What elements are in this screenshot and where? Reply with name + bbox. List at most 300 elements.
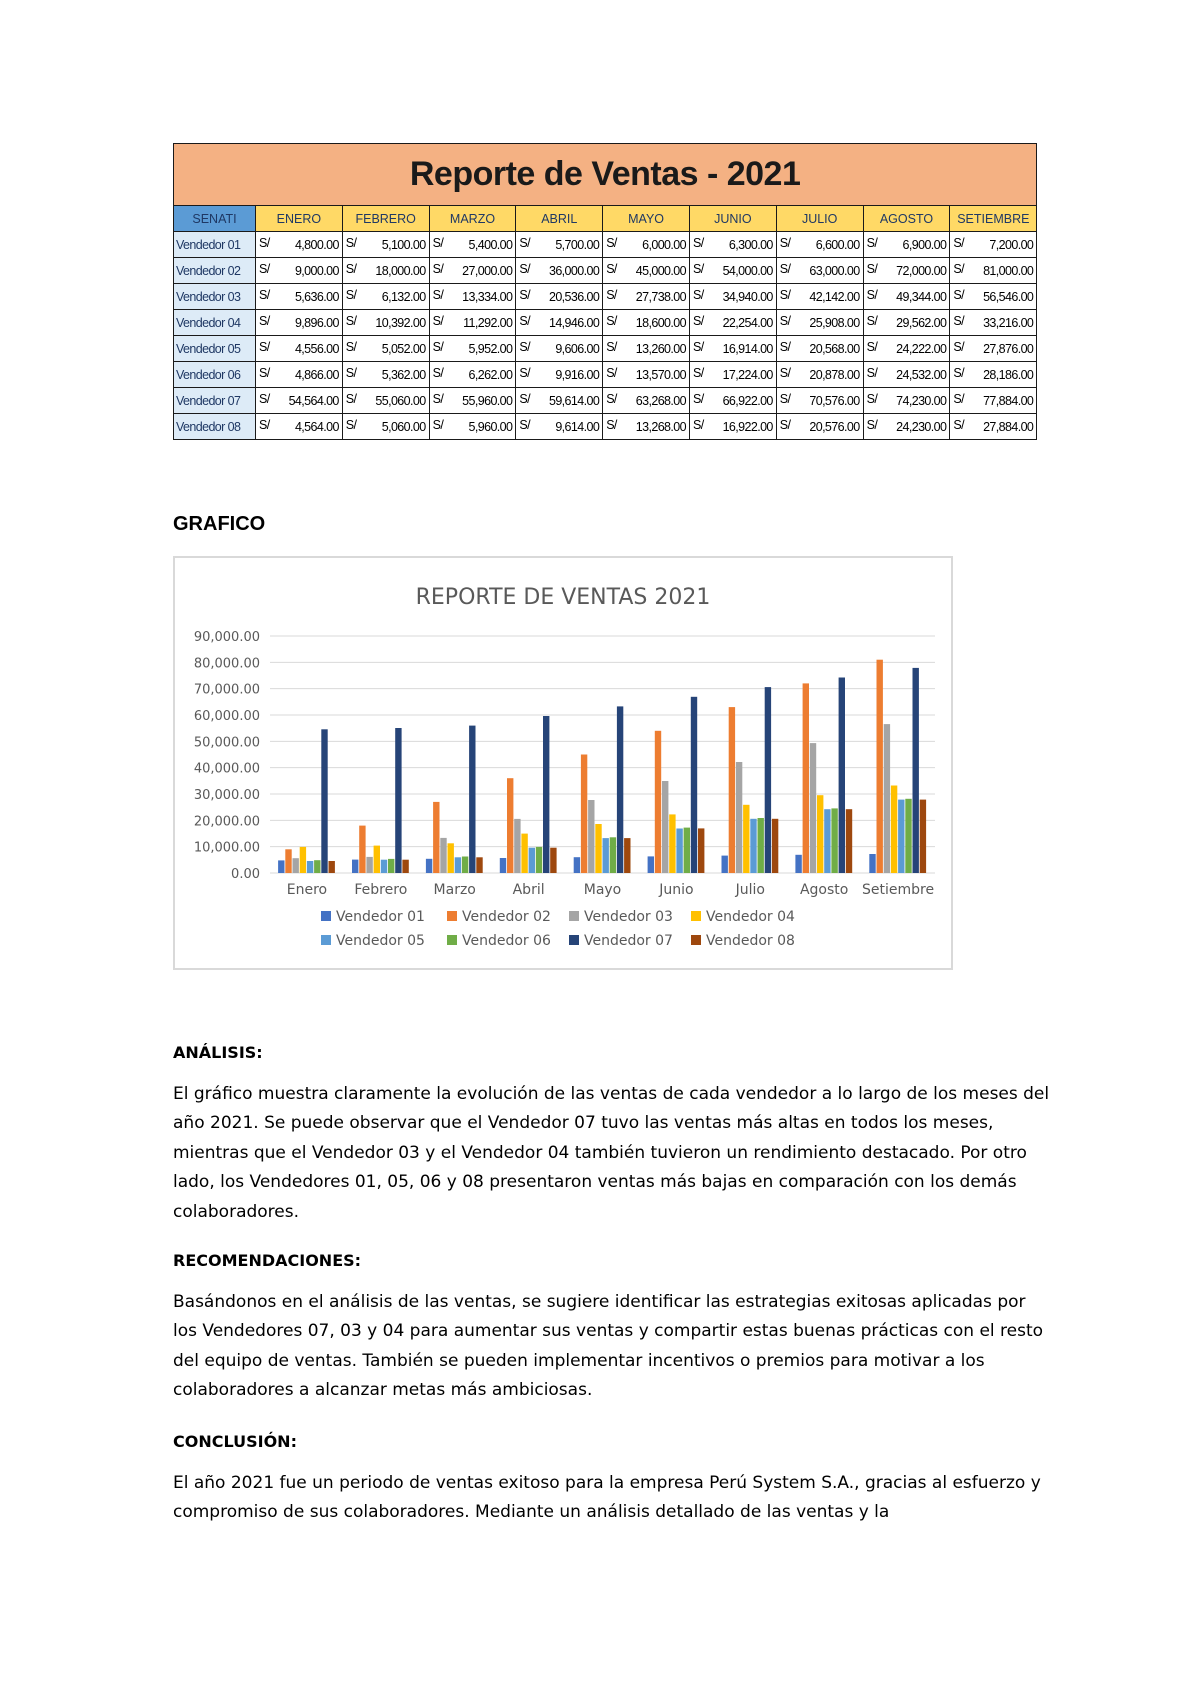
- currency-symbol: S/: [432, 314, 444, 328]
- legend-label: Vendedor 02: [462, 909, 551, 925]
- legend-label: Vendedor 03: [584, 909, 673, 925]
- amount-cell: [516, 310, 603, 336]
- amount-cell: [342, 310, 429, 336]
- x-tick-label: Setiembre: [862, 882, 935, 898]
- amount-value: 24,532.00: [896, 367, 947, 382]
- month-header-8: AGOSTO: [863, 206, 950, 232]
- bar-vendedor-05: [750, 819, 756, 873]
- bar-vendedor-08: [329, 861, 335, 873]
- amount-value: 27,738.00: [635, 289, 686, 304]
- amount-value: 20,576.00: [809, 419, 860, 434]
- amount-value: 77,884.00: [983, 393, 1034, 408]
- table-row: [174, 284, 1037, 310]
- amount-value: 7,200.00: [989, 237, 1034, 252]
- amount-cell: [603, 362, 690, 388]
- currency-symbol: S/: [345, 392, 357, 406]
- amount-cell: [603, 232, 690, 258]
- amount-cell: [689, 336, 776, 362]
- amount-cell: [950, 310, 1037, 336]
- amount-cell: [863, 362, 950, 388]
- amount-cell: [776, 284, 863, 310]
- month-header-9: SETIEMBRE: [950, 206, 1037, 232]
- x-tick-label: Mayo: [583, 882, 622, 898]
- amount-cell: [689, 258, 776, 284]
- currency-symbol: S/: [779, 340, 791, 354]
- currency-symbol: S/: [519, 392, 531, 406]
- amount-cell: [603, 414, 690, 440]
- amount-cell: [516, 258, 603, 284]
- amount-cell: [863, 336, 950, 362]
- amount-value: 20,568.00: [809, 341, 860, 356]
- currency-symbol: S/: [432, 262, 444, 276]
- currency-symbol: S/: [259, 392, 270, 406]
- amount-value: 66,922.00: [722, 393, 773, 408]
- bar-vendedor-08: [772, 819, 778, 873]
- amount-cell: [256, 258, 343, 284]
- amount-value: 6,900.00: [902, 237, 947, 252]
- table-header-row: [174, 206, 1037, 232]
- amount-cell: [950, 414, 1037, 440]
- amount-value: 4,866.00: [294, 367, 339, 382]
- currency-symbol: S/: [779, 314, 791, 328]
- bar-vendedor-08: [624, 838, 630, 873]
- y-tick-label: 50,000.00: [193, 735, 260, 751]
- currency-symbol: S/: [692, 366, 704, 380]
- amount-value: 9,916.00: [555, 367, 600, 382]
- currency-symbol: S/: [606, 236, 617, 250]
- bar-vendedor-06: [462, 857, 468, 874]
- currency-symbol: S/: [779, 418, 791, 432]
- amount-value: 54,000.00: [722, 263, 773, 278]
- amount-value: 49,344.00: [896, 289, 947, 304]
- currency-symbol: S/: [432, 340, 444, 354]
- currency-symbol: S/: [259, 236, 270, 250]
- currency-symbol: S/: [606, 288, 617, 302]
- currency-symbol: S/: [692, 262, 704, 276]
- currency-symbol: S/: [953, 288, 964, 302]
- bar-vendedor-07: [543, 716, 549, 873]
- currency-symbol: S/: [953, 314, 964, 328]
- amount-value: 24,230.00: [896, 419, 947, 434]
- bar-vendedor-03: [366, 857, 372, 873]
- currency-symbol: S/: [866, 366, 878, 380]
- currency-symbol: S/: [259, 366, 270, 380]
- table-row: [174, 362, 1037, 388]
- amount-cell: [863, 258, 950, 284]
- table-row: [174, 232, 1037, 258]
- amount-cell: [950, 362, 1037, 388]
- amount-value: 70,576.00: [809, 393, 860, 408]
- amount-value: 5,100.00: [381, 237, 426, 252]
- amount-cell: [776, 258, 863, 284]
- currency-symbol: S/: [779, 288, 791, 302]
- bar-vendedor-01: [795, 855, 801, 873]
- table-row: [174, 388, 1037, 414]
- amount-cell: [603, 388, 690, 414]
- bar-vendedor-05: [898, 800, 904, 873]
- bar-vendedor-08: [476, 857, 482, 873]
- bar-vendedor-05: [824, 809, 830, 873]
- bar-vendedor-01: [869, 854, 875, 873]
- currency-symbol: S/: [345, 366, 357, 380]
- currency-symbol: S/: [866, 236, 878, 250]
- analysis-section: [173, 1038, 1053, 1227]
- legend-swatch: [321, 911, 331, 921]
- amount-value: 42,142.00: [809, 289, 860, 304]
- bar-vendedor-06: [831, 808, 837, 873]
- bar-vendedor-06: [684, 828, 690, 873]
- amount-value: 10,392.00: [375, 315, 426, 330]
- bar-vendedor-08: [846, 809, 852, 873]
- bar-vendedor-08: [920, 800, 926, 873]
- vendor-name-cell: Vendedor 07: [174, 388, 256, 414]
- currency-symbol: S/: [692, 392, 704, 406]
- amount-value: 4,564.00: [294, 419, 339, 434]
- analysis-label: ANÁLISIS:: [173, 1043, 263, 1062]
- amount-value: 59,614.00: [548, 393, 600, 408]
- table-corner-label: SENATI: [174, 206, 256, 232]
- amount-value: 14,946.00: [548, 315, 600, 330]
- amount-value: 56,546.00: [983, 289, 1034, 304]
- x-tick-label: Junio: [659, 882, 694, 898]
- amount-cell: [603, 310, 690, 336]
- currency-symbol: S/: [866, 418, 878, 432]
- vendor-name-cell: Vendedor 01: [174, 232, 256, 258]
- currency-symbol: S/: [606, 418, 617, 432]
- amount-cell: [950, 336, 1037, 362]
- y-tick-label: 90,000.00: [193, 630, 260, 645]
- amount-value: 11,292.00: [463, 315, 513, 330]
- amount-value: 33,216.00: [983, 315, 1034, 330]
- bar-vendedor-07: [395, 728, 401, 873]
- legend-swatch: [569, 935, 579, 945]
- y-tick-label: 70,000.00: [193, 682, 260, 698]
- x-tick-label: Febrero: [354, 882, 408, 898]
- amount-cell: [516, 336, 603, 362]
- currency-symbol: S/: [606, 392, 617, 406]
- table-title: Reporte de Ventas - 2021: [174, 144, 1037, 206]
- bar-vendedor-05: [676, 829, 682, 874]
- currency-symbol: S/: [953, 418, 964, 432]
- amount-value: 29,562.00: [896, 315, 947, 330]
- bar-vendedor-07: [321, 729, 327, 873]
- bar-vendedor-06: [536, 847, 542, 873]
- currency-symbol: S/: [866, 392, 878, 406]
- currency-symbol: S/: [432, 392, 444, 406]
- legend-label: Vendedor 07: [584, 933, 673, 949]
- amount-cell: [342, 414, 429, 440]
- currency-symbol: S/: [606, 366, 617, 380]
- bar-vendedor-03: [440, 838, 446, 873]
- legend-label: Vendedor 06: [462, 933, 551, 949]
- bar-vendedor-08: [550, 848, 556, 873]
- amount-value: 20,536.00: [548, 289, 600, 304]
- currency-symbol: S/: [953, 236, 964, 250]
- month-header-4: ABRIL: [516, 206, 603, 232]
- currency-symbol: S/: [866, 314, 878, 328]
- currency-symbol: S/: [345, 340, 357, 354]
- month-header-6: JUNIO: [689, 206, 776, 232]
- recommendations-text: Basándonos en el análisis de las ventas, se sugiere identificar las estrategias exitosas aplicadas por los Vendedores 07, 03 y 04 para aumentar sus ventas y compartir estas buenas prácticas con el resto del equipo de ventas. También se pueden implementar incentivos o premios para motivar a los colaboradores a alcanzar metas más ambiciosas.: [173, 1291, 1044, 1400]
- currency-symbol: S/: [519, 366, 531, 380]
- bar-vendedor-07: [839, 678, 845, 874]
- amount-cell: [342, 388, 429, 414]
- bar-vendedor-01: [278, 860, 284, 873]
- currency-symbol: S/: [432, 418, 444, 432]
- amount-cell: [950, 388, 1037, 414]
- bar-vendedor-01: [574, 857, 580, 873]
- amount-cell: [776, 232, 863, 258]
- amount-value: 25,908.00: [809, 315, 860, 330]
- chart-container: [173, 556, 953, 970]
- currency-symbol: S/: [606, 314, 617, 328]
- bar-vendedor-03: [662, 781, 668, 873]
- amount-cell: [950, 232, 1037, 258]
- bar-vendedor-02: [877, 660, 883, 873]
- bar-vendedor-06: [905, 799, 911, 873]
- amount-cell: [256, 232, 343, 258]
- bar-vendedor-04: [521, 834, 527, 873]
- legend-label: Vendedor 08: [706, 933, 795, 949]
- currency-symbol: S/: [953, 366, 964, 380]
- bar-vendedor-06: [388, 859, 394, 873]
- legend-swatch: [569, 911, 579, 921]
- bar-vendedor-02: [655, 731, 661, 873]
- bar-vendedor-02: [359, 826, 365, 873]
- amount-value: 16,914.00: [722, 341, 773, 356]
- vendor-name-cell: Vendedor 03: [174, 284, 256, 310]
- grafico-heading: GRAFICO: [173, 513, 266, 535]
- amount-value: 13,570.00: [635, 367, 686, 382]
- bar-vendedor-03: [514, 819, 520, 873]
- vendor-name-cell: Vendedor 04: [174, 310, 256, 336]
- currency-symbol: S/: [345, 236, 357, 250]
- bar-vendedor-06: [758, 818, 764, 873]
- bar-vendedor-02: [507, 778, 513, 873]
- amount-value: 5,362.00: [381, 367, 426, 382]
- amount-cell: [776, 414, 863, 440]
- x-tick-label: Abril: [512, 882, 545, 898]
- amount-cell: [689, 310, 776, 336]
- amount-cell: [342, 284, 429, 310]
- currency-symbol: S/: [779, 236, 791, 250]
- amount-cell: [256, 310, 343, 336]
- amount-cell: [342, 232, 429, 258]
- amount-value: 6,600.00: [815, 237, 860, 252]
- sales-chart: [175, 558, 951, 968]
- bar-vendedor-02: [729, 707, 735, 873]
- bar-vendedor-01: [352, 860, 358, 873]
- bar-vendedor-03: [293, 858, 299, 873]
- currency-symbol: S/: [432, 236, 444, 250]
- y-tick-label: 20,000.00: [193, 814, 260, 830]
- currency-symbol: S/: [259, 418, 270, 432]
- bar-vendedor-07: [765, 687, 771, 873]
- analysis-text: El gráfico muestra claramente la evolución de las ventas de cada vendedor a lo largo de los meses del año 2021. Se puede observar que el Vendedor 07 tuvo las ventas más altas en todos los meses, mientras que el Vendedor 03 y el Vendedor 04 también tuvieron un rendimiento destacado. Por otro lado, los Vendedores 01, 05, 06 y 08 presentaron ventas más bajas en comparación con los demás colaboradores.: [173, 1083, 1050, 1222]
- bar-vendedor-04: [743, 805, 749, 873]
- amount-cell: [516, 388, 603, 414]
- bar-vendedor-03: [736, 762, 742, 873]
- amount-cell: [689, 414, 776, 440]
- currency-symbol: S/: [779, 366, 791, 380]
- currency-symbol: S/: [519, 314, 531, 328]
- amount-cell: [863, 284, 950, 310]
- currency-symbol: S/: [866, 288, 878, 302]
- amount-value: 13,260.00: [635, 341, 686, 356]
- amount-value: 24,222.00: [896, 341, 947, 356]
- amount-cell: [863, 414, 950, 440]
- conclusion-section: [173, 1427, 1053, 1528]
- bar-vendedor-05: [529, 848, 535, 873]
- currency-symbol: S/: [866, 340, 878, 354]
- amount-value: 55,060.00: [375, 393, 426, 408]
- legend-swatch: [447, 935, 457, 945]
- amount-cell: [256, 414, 343, 440]
- vendor-name-cell: Vendedor 06: [174, 362, 256, 388]
- amount-cell: [603, 284, 690, 310]
- legend-label: Vendedor 01: [336, 909, 425, 925]
- amount-cell: [689, 388, 776, 414]
- amount-value: 4,556.00: [294, 341, 339, 356]
- legend-label: Vendedor 05: [336, 933, 425, 949]
- amount-value: 13,268.00: [635, 419, 686, 434]
- amount-cell: [342, 336, 429, 362]
- currency-symbol: S/: [779, 392, 791, 406]
- amount-cell: [429, 362, 516, 388]
- amount-cell: [516, 284, 603, 310]
- currency-symbol: S/: [259, 340, 270, 354]
- currency-symbol: S/: [259, 314, 270, 328]
- amount-value: 9,896.00: [294, 315, 339, 330]
- month-header-1: ENERO: [256, 206, 343, 232]
- bar-vendedor-02: [581, 755, 587, 874]
- bar-vendedor-07: [617, 706, 623, 873]
- month-header-7: JULIO: [776, 206, 863, 232]
- bar-vendedor-04: [595, 824, 601, 873]
- currency-symbol: S/: [692, 236, 704, 250]
- amount-cell: [863, 388, 950, 414]
- bar-vendedor-05: [307, 861, 313, 873]
- chart-title: REPORTE DE VENTAS 2021: [415, 585, 711, 610]
- amount-value: 81,000.00: [983, 263, 1034, 278]
- amount-cell: [776, 362, 863, 388]
- currency-symbol: S/: [519, 288, 531, 302]
- x-tick-label: Enero: [286, 882, 328, 898]
- amount-value: 45,000.00: [635, 263, 686, 278]
- amount-value: 63,268.00: [635, 393, 686, 408]
- amount-cell: [689, 362, 776, 388]
- amount-value: 6,262.00: [468, 367, 513, 382]
- recommendations-section: [173, 1246, 1053, 1406]
- amount-value: 22,254.00: [722, 315, 773, 330]
- legend-swatch: [691, 911, 701, 921]
- currency-symbol: S/: [519, 340, 531, 354]
- month-header-5: MAYO: [603, 206, 690, 232]
- currency-symbol: S/: [432, 366, 444, 380]
- amount-cell: [429, 258, 516, 284]
- currency-symbol: S/: [519, 262, 531, 276]
- x-tick-label: Agosto: [799, 882, 849, 898]
- bar-vendedor-06: [610, 837, 616, 873]
- amount-value: 55,960.00: [462, 393, 513, 408]
- currency-symbol: S/: [345, 262, 357, 276]
- amount-value: 54,564.00: [288, 393, 339, 408]
- amount-value: 9,000.00: [294, 263, 339, 278]
- bar-vendedor-01: [500, 858, 506, 873]
- amount-value: 63,000.00: [809, 263, 860, 278]
- y-tick-label: 10,000.00: [193, 840, 260, 856]
- bar-vendedor-07: [691, 697, 697, 873]
- table-body: [174, 232, 1037, 440]
- currency-symbol: S/: [953, 340, 964, 354]
- x-tick-label: Julio: [735, 882, 765, 898]
- amount-value: 18,600.00: [635, 315, 686, 330]
- amount-value: 72,000.00: [896, 263, 947, 278]
- amount-cell: [342, 258, 429, 284]
- amount-value: 4,800.00: [294, 237, 339, 252]
- y-tick-label: 40,000.00: [193, 761, 260, 777]
- bar-vendedor-03: [588, 800, 594, 873]
- amount-cell: [429, 414, 516, 440]
- currency-symbol: S/: [692, 288, 704, 302]
- x-tick-label: Marzo: [433, 882, 476, 898]
- y-tick-label: 80,000.00: [193, 656, 260, 672]
- amount-value: 9,614.00: [555, 419, 600, 434]
- currency-symbol: S/: [779, 262, 791, 276]
- amount-value: 6,000.00: [642, 237, 686, 252]
- bar-vendedor-07: [469, 726, 475, 873]
- amount-value: 27,884.00: [983, 419, 1034, 434]
- table-row: [174, 310, 1037, 336]
- amount-value: 16,922.00: [722, 419, 773, 434]
- amount-cell: [256, 362, 343, 388]
- bar-vendedor-04: [300, 847, 306, 873]
- amount-cell: [256, 388, 343, 414]
- vendor-name-cell: Vendedor 05: [174, 336, 256, 362]
- conclusion-label: CONCLUSIÓN:: [173, 1432, 297, 1451]
- amount-value: 27,000.00: [462, 263, 513, 278]
- bar-vendedor-02: [803, 683, 809, 873]
- currency-symbol: S/: [692, 418, 704, 432]
- amount-cell: [516, 362, 603, 388]
- amount-cell: [689, 284, 776, 310]
- currency-symbol: S/: [692, 314, 704, 328]
- amount-cell: [950, 258, 1037, 284]
- currency-symbol: S/: [432, 288, 444, 302]
- amount-value: 5,636.00: [294, 289, 339, 304]
- amount-value: 5,052.00: [381, 341, 426, 356]
- bar-vendedor-04: [448, 843, 454, 873]
- amount-value: 20,878.00: [809, 367, 860, 382]
- amount-value: 74,230.00: [896, 393, 947, 408]
- legend-swatch: [691, 935, 701, 945]
- recommendations-label: RECOMENDACIONES:: [173, 1251, 362, 1270]
- amount-cell: [863, 232, 950, 258]
- currency-symbol: S/: [606, 262, 617, 276]
- bar-vendedor-01: [648, 856, 654, 873]
- amount-value: 6,300.00: [728, 237, 773, 252]
- amount-cell: [429, 232, 516, 258]
- amount-cell: [689, 232, 776, 258]
- bar-vendedor-04: [891, 786, 897, 874]
- amount-cell: [429, 310, 516, 336]
- amount-cell: [429, 284, 516, 310]
- bar-vendedor-02: [433, 802, 439, 873]
- amount-cell: [603, 336, 690, 362]
- bar-vendedor-08: [402, 860, 408, 873]
- bar-vendedor-06: [314, 860, 320, 873]
- vendor-name-cell: Vendedor 02: [174, 258, 256, 284]
